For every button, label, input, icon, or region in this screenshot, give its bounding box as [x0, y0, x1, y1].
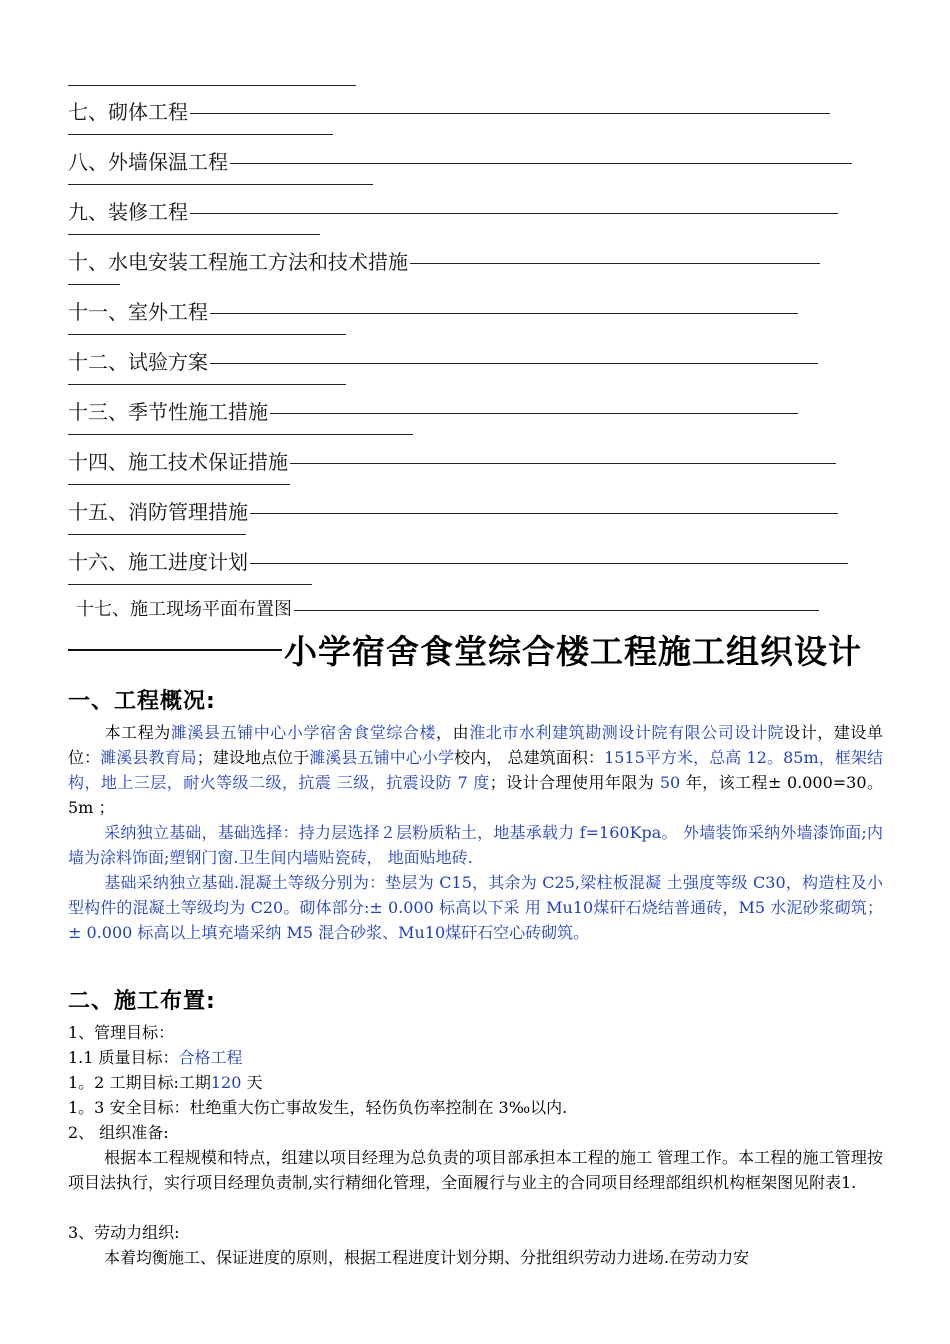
- toc-leader-cont: [68, 584, 312, 585]
- schedule-days: 120: [210, 1073, 242, 1092]
- toc-label: 七、砌体工程: [68, 100, 188, 124]
- toc-leader: [210, 313, 798, 314]
- toc-item-testing[interactable]: [68, 350, 818, 374]
- toc-item-decoration[interactable]: [68, 200, 838, 224]
- toc-label: 十六、施工进度计划: [68, 550, 248, 574]
- safety-goal-line: 1。3 安全目标：杜绝重大伤亡事故发生，轻伤负伤率控制在 3‰以内.: [68, 1098, 568, 1117]
- text-run: ；设计合理使用年限为: [489, 773, 660, 792]
- document-title: [68, 626, 862, 673]
- toc-leader: [230, 163, 852, 164]
- text-run: 根据本工程规模和特点，组建以项目经理为总负责的项目部承担本工程的施工 管理工作。本工程的施工管理按项目法执行，实行项目经理负责制,实行精细化管理，全面履行与业主的合同项目经理部组织机构框架图见附表1.: [68, 1148, 883, 1192]
- designer-name: 淮北市水利建筑勘测设计院有限公司设计院: [469, 723, 785, 742]
- text-run: 基础采纳独立基础.混凝土等级分别为：垫层为 C15，其余为 C25,梁柱板混凝 土强度等级 C30，构造柱及小型构件的混凝土等级均为 C20。砌体部分:± 0.000 标高以下采 用 Mu10煤矸石烧结普通砖，M5 水泥砂浆砌筑；± 0.000 标高以上填充墙采纳 M5 混合砂浆、Mu10煤矸石空心砖砌筑。: [68, 873, 883, 942]
- text-run: 校内， 总建筑面积：: [454, 748, 605, 767]
- toc-leader-cont: [68, 384, 346, 385]
- overview-paragraph-3: [68, 870, 883, 945]
- overview-paragraph-2: [68, 820, 883, 870]
- building-specs: 1515平方米，总高 12。85m，框架结构，地上三层，耐火等级二级，抗震 三级，抗震设防 7 度: [68, 748, 883, 792]
- title-text: 小学宿舍食堂综合楼工程施工组织设计: [284, 632, 862, 671]
- toc-leader: [250, 513, 838, 514]
- design-life: 50: [659, 773, 681, 792]
- text-run: 1.1 质量目标：: [68, 1048, 179, 1067]
- quality-goal-value: 合格工程: [178, 1048, 243, 1067]
- toc-item-schedule[interactable]: [68, 550, 848, 574]
- mgmt-goals-line: 1、管理目标：: [68, 1023, 175, 1042]
- project-name: 濉溪县五铺中心小学宿舍食堂综合楼: [170, 723, 437, 742]
- labor-org-paragraph: [68, 1245, 883, 1270]
- toc-leader: [290, 463, 836, 464]
- toc-label: 十、水电安装工程施工方法和技术措施: [68, 250, 408, 274]
- org-prep-paragraph: [68, 1145, 883, 1195]
- toc-label: 九、装修工程: [68, 200, 188, 224]
- text-run: 采纳独立基础，基础选择：持力层选择２层粉质粘土，地基承载力 f=160Kpa。 外墙装饰采纳外墙漆饰面;内墙为涂料饰面;塑钢门窗.卫生间内墙贴瓷砖， 地面贴地砖.: [68, 823, 883, 867]
- toc-leader: [190, 213, 838, 214]
- text-run: 本着均衡施工、保证进度的原则，根据工程进度计划分期、分批组织劳动力进场.在劳动力安: [104, 1248, 750, 1267]
- schedule-goal-line: [68, 1070, 262, 1095]
- toc-leader-cont: [68, 134, 333, 135]
- org-prep-line: 2、 组织准备:: [68, 1123, 169, 1142]
- toc-label: 十一、室外工程: [68, 300, 208, 324]
- toc-label: 十五、消防管理措施: [68, 500, 248, 524]
- toc-label: 十三、季节性施工措施: [68, 400, 268, 424]
- overview-paragraph-1: [68, 720, 883, 820]
- toc-item-masonry[interactable]: [68, 100, 830, 124]
- toc-leader-cont: [68, 434, 413, 435]
- owner-name: 濉溪县教育局: [100, 748, 197, 767]
- toc-leader-cont: [68, 534, 246, 535]
- section-heading-overview: 一、工程概况:: [68, 689, 216, 714]
- toc-label: 八、外墙保温工程: [68, 150, 228, 174]
- text-run: 天: [241, 1073, 263, 1092]
- toc-item-outdoor[interactable]: [68, 300, 798, 324]
- toc-leader: [250, 563, 848, 564]
- toc-leader-cont: [68, 484, 290, 485]
- toc-leader-cont: [68, 334, 346, 335]
- toc-leader: [190, 113, 830, 114]
- site-name: 濉溪县五铺中心小学: [309, 748, 455, 767]
- text-run: ；建设地点位于: [196, 748, 310, 767]
- toc-dash-fragment: [68, 85, 356, 86]
- text-run: ，由: [436, 723, 470, 742]
- toc-leader-cont: [68, 184, 373, 185]
- toc-item-mep[interactable]: [68, 250, 820, 274]
- toc-leader-cont: [68, 284, 120, 285]
- toc-leader: [270, 413, 798, 414]
- text-run: 本工程为: [104, 723, 171, 742]
- toc-label: 十七、施工现场平面布置图: [76, 599, 292, 620]
- toc-item-site-plan[interactable]: [76, 598, 819, 622]
- toc-leader-cont: [68, 649, 282, 651]
- section-heading-layout: 二、施工布置:: [68, 989, 216, 1014]
- toc-leader: [410, 263, 820, 264]
- quality-goal-line: [68, 1045, 243, 1070]
- toc-leader: [210, 363, 818, 364]
- toc-leader: [294, 610, 819, 611]
- toc-label: 十四、施工技术保证措施: [68, 450, 288, 474]
- toc-item-fire[interactable]: [68, 500, 838, 524]
- labor-org-line: 3、劳动力组织:: [68, 1223, 180, 1242]
- toc-item-tech-guarantee[interactable]: [68, 450, 836, 474]
- toc-leader-cont: [68, 234, 320, 235]
- toc-item-insulation[interactable]: [68, 150, 852, 174]
- text-run: 年，该工程± 0.000=30。5m ；: [68, 773, 883, 817]
- toc-item-seasonal[interactable]: [68, 400, 798, 424]
- toc-label: 十二、试验方案: [68, 350, 208, 374]
- text-run: 1。2 工期目标:工期: [68, 1073, 211, 1092]
- text-run: 设计，建设单位：: [68, 723, 883, 767]
